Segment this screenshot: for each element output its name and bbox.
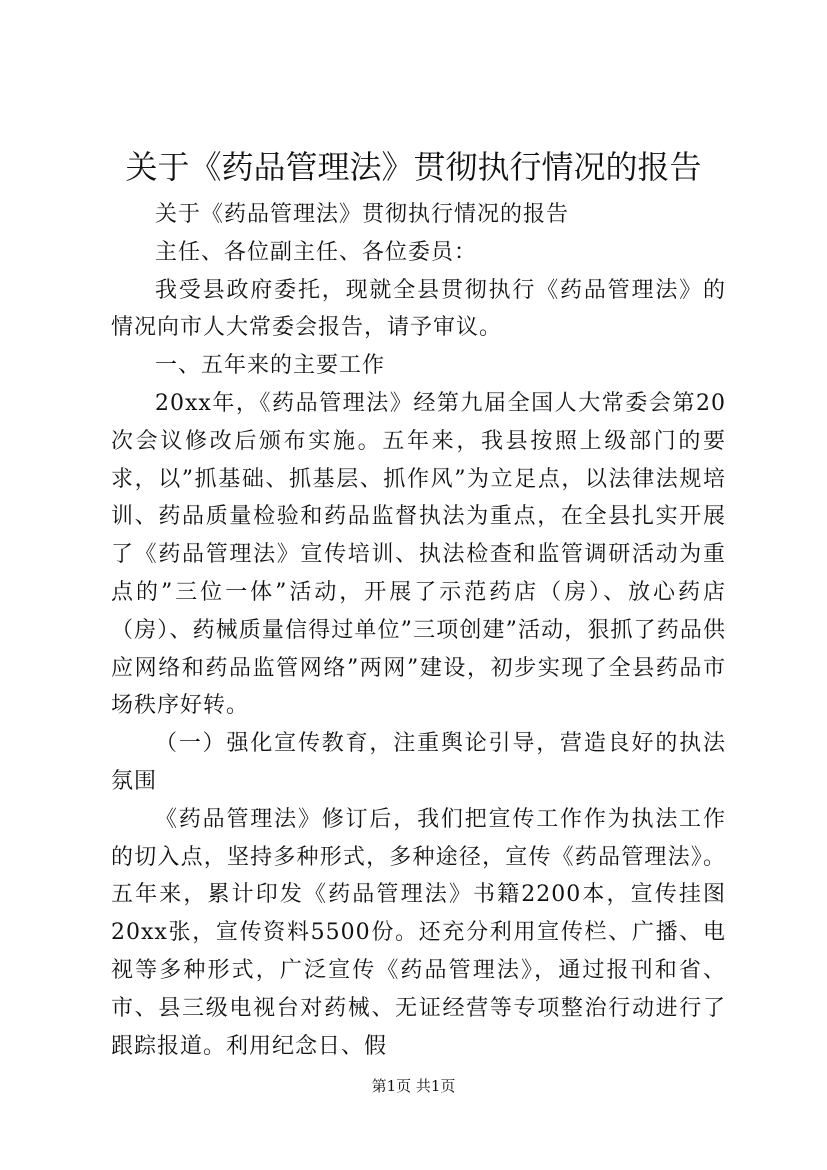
page-footer: 第1页 共1页 bbox=[371, 1077, 456, 1095]
body-paragraph-overview: 20xx年，《药品管理法》经第九届全国人大常委会第20次会议修改后颁布实施。五年来，我县按照上级部门的要求，以”抓基础、抓基层、抓作风”为立足点，以法律法规培训、药品质量检验和药品监督执法为重点，在全县扎实开展了《药品管理法》宣传培训、执法检查和监管调研活动为重点的”三位一体”活动，开展了示范药店（房）、放心药店（房）、药械质量信得过单位”三项创建”活动，狠抓了药品供应网络和药品监管网络”两网”建设，初步实现了全县药品市场秩序好转。 bbox=[111, 390, 726, 719]
body-paragraph-publicity: 《药品管理法》修订后，我们把宣传工作作为执法工作的切入点，坚持多种形式，多种途径，宣传《药品管理法》。五年来，累计印发《药品管理法》书籍2200本，宣传挂图20xx张，宣传资料5500份。还充分利用宣传栏、广播、电视等多种形式，广泛宣传《药品管理法》，通过报刊和省、市、县三级电视台对药械、无证经营等专项整治行动进行了跟踪报道。利用纪念日、假 bbox=[111, 806, 726, 1059]
document-body bbox=[111, 196, 726, 1065]
body-paragraph-intro: 我受县政府委托，现就全县贯彻执行《药品管理法》的情况向市人大常委会报告，请予审议。 bbox=[111, 277, 726, 341]
body-paragraph-salutation: 主任、各位副主任、各位委员： bbox=[155, 239, 478, 265]
subsection-heading-publicity: （一）强化宣传教育，注重舆论引导，营造良好的执法氛围 bbox=[111, 731, 726, 794]
body-paragraph-subtitle: 关于《药品管理法》贯彻执行情况的报告 bbox=[155, 202, 570, 227]
document-title: 关于《药品管理法》贯彻执行情况的报告 bbox=[125, 148, 702, 186]
section-heading-main-work: 一、五年来的主要工作 bbox=[155, 353, 386, 379]
